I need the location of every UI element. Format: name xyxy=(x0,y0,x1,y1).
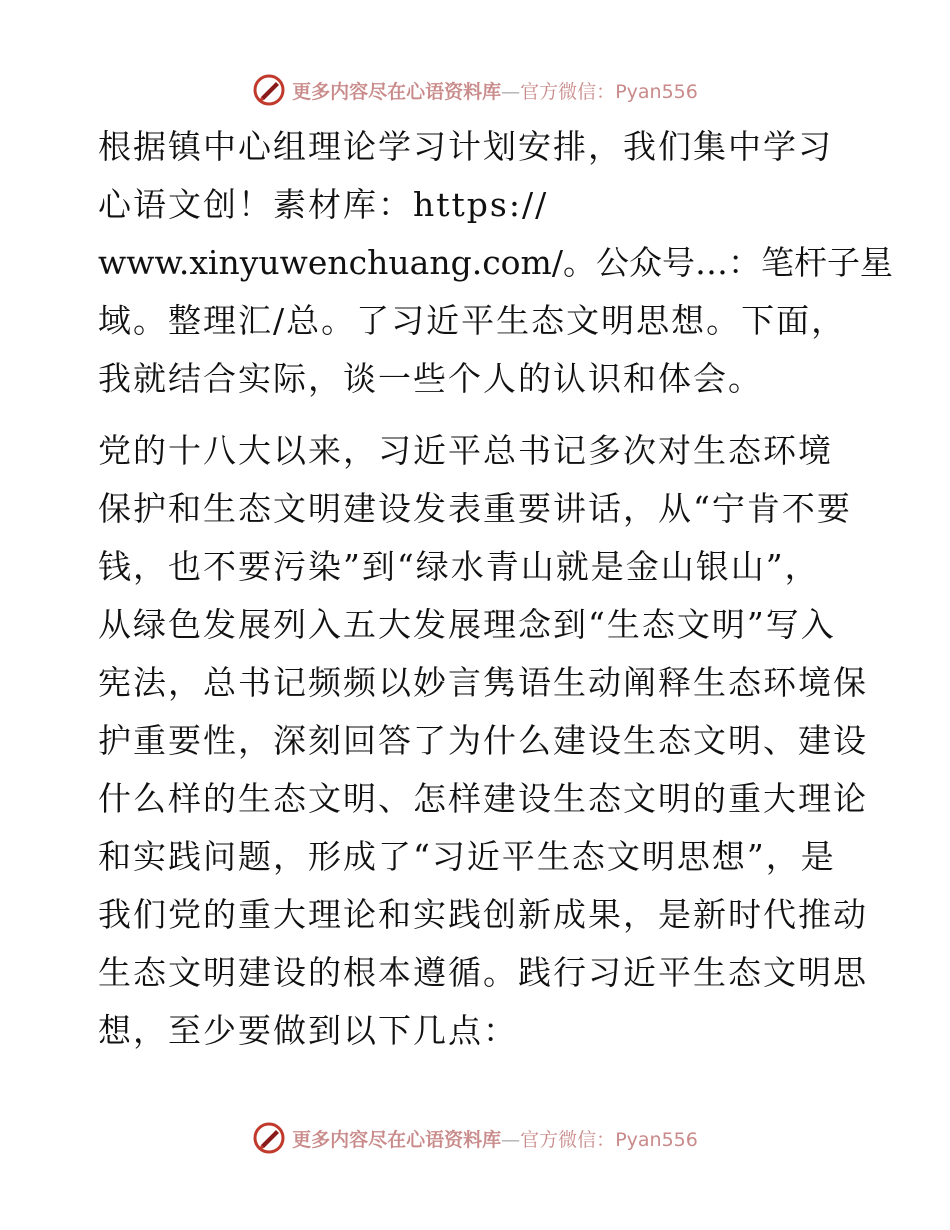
text-line: 心语文创！素材库：https:// xyxy=(98,185,549,224)
footer-watermark-banner xyxy=(0,1120,950,1156)
text-line: 生态文明建设的根本遵循。践行习近平生态文明思 xyxy=(98,953,868,992)
banner-text xyxy=(292,77,698,104)
text-line: 保护和生态文明建设发表重要讲话，从“宁肯不要 xyxy=(98,489,852,528)
paragraph-intro xyxy=(98,118,893,408)
banner-contact-text: 官方微信： xyxy=(520,1128,616,1151)
pen-logo-icon xyxy=(252,73,286,107)
text-line: 党的十八大以来，习近平总书记多次对生态环境 xyxy=(98,431,833,470)
header-watermark-banner xyxy=(0,72,950,108)
banner-contact-id: Pyan556 xyxy=(615,1128,698,1151)
text-line: 宪法，总书记频频以妙言隽语生动阐释生态环境保 xyxy=(98,663,868,702)
text-line: 从绿色发展列入五大发展理念到“生态文明”写入 xyxy=(98,605,836,644)
text-line: 我就结合实际，谈一些个人的认识和体会。 xyxy=(98,359,763,398)
text-line: 什么样的生态文明、怎样建设生态文明的重大理论 xyxy=(98,779,868,818)
banner-separator: — xyxy=(501,80,521,103)
banner-contact-id: Pyan556 xyxy=(615,80,698,103)
text-line: 域。整理汇/总。了习近平生态文明思想。下面， xyxy=(98,301,847,340)
banner-contact-text: 官方微信： xyxy=(520,80,616,103)
banner-separator: — xyxy=(501,1128,521,1151)
banner-text xyxy=(292,1125,698,1152)
text-line: 想，至少要做到以下几点： xyxy=(98,1011,518,1050)
pen-logo-icon xyxy=(252,1121,286,1155)
paragraph-main xyxy=(98,422,868,1060)
text-line: 钱，也不要污染”到“绿水青山就是金山银山”， xyxy=(98,547,820,586)
document-body xyxy=(98,118,893,1072)
text-line: www.xinyuwenchuang.com/。公众号…：笔杆子星 xyxy=(98,243,893,282)
text-line: 根据镇中心组理论学习计划安排，我们集中学习 xyxy=(98,127,833,166)
banner-brand-text: 更多内容尽在心语资料库 xyxy=(292,1128,502,1151)
banner-brand-text: 更多内容尽在心语资料库 xyxy=(292,80,502,103)
text-line: 和实践问题，形成了“习近平生态文明思想”，是 xyxy=(98,837,836,876)
text-line: 护重要性，深刻回答了为什么建设生态文明、建设 xyxy=(98,721,868,760)
text-line: 我们党的重大理论和实践创新成果，是新时代推动 xyxy=(98,895,868,934)
